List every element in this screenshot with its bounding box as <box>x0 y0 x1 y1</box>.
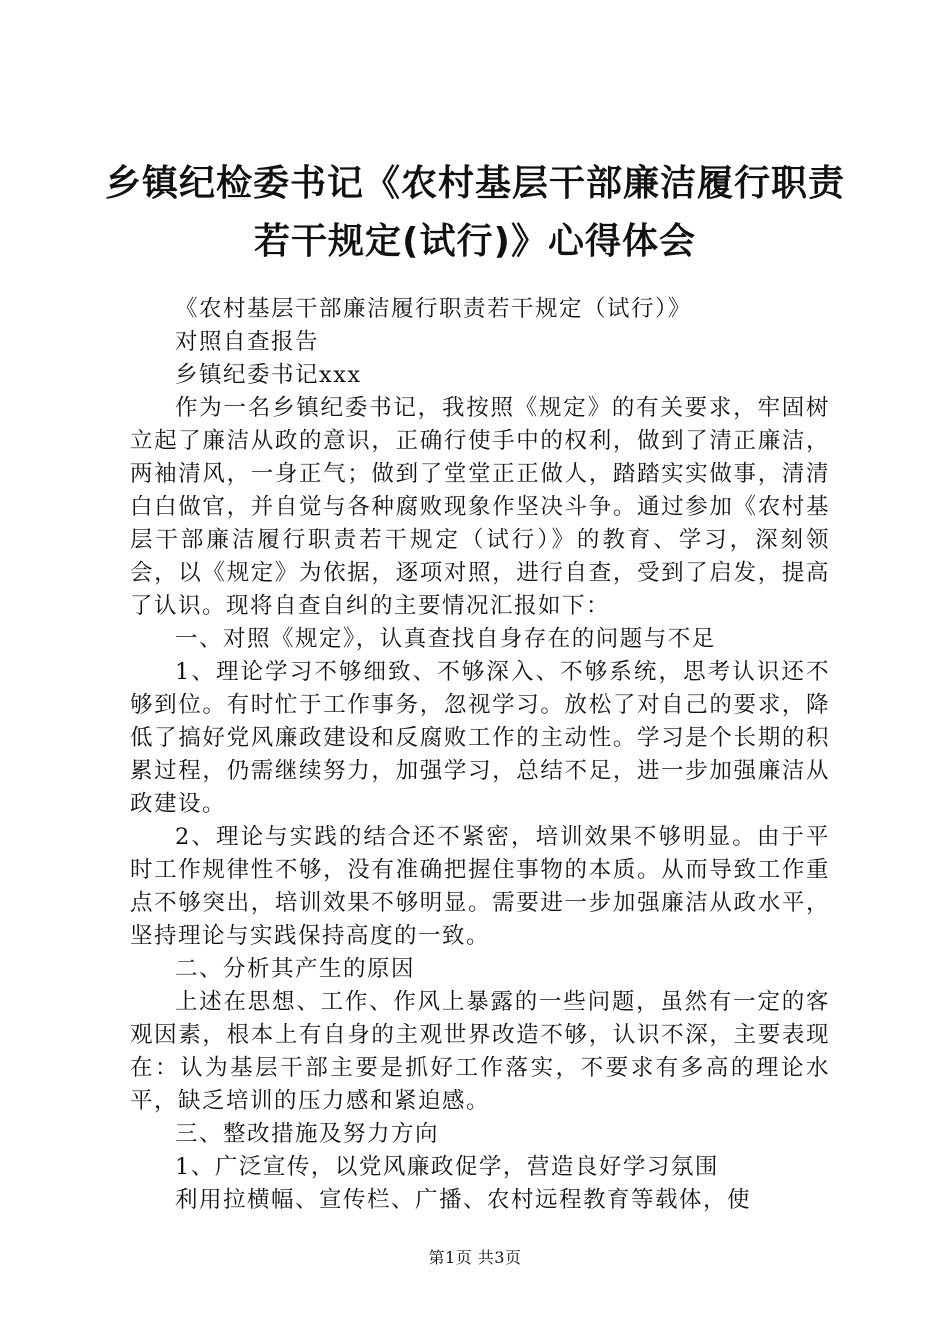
paragraph: 对照自查报告 <box>175 329 320 355</box>
page-number: 第1页 共3页 <box>428 1248 522 1267</box>
paragraph: 1、广泛宣传，以党风廉政促学，营造良好学习氛围 <box>175 1154 719 1180</box>
section-heading: 三、整改措施及努力方向 <box>175 1121 440 1147</box>
paragraph: 作为一名乡镇纪委书记，我按照《规定》的有关要求，牢固树立起了廉洁从政的意识，正确行使手中的权利，做到了清正廉洁，两袖清风，一身正气；做到了堂堂正正做人，踏踏实实做事，清清白白做官，并自觉与各种腐败现象作坚决斗争。通过参加《农村基层干部廉洁履行职责若干规定（试行）》的教育、学习，深刻领会，以《规定》为依据，逐项对照，进行自查，受到了启发，提高了认识。现将自查自纠的主要情况汇报如下： <box>130 395 830 619</box>
document-body <box>130 293 830 1217</box>
paragraph: 利用拉横幅、宣传栏、广播、农村远程教育等载体，使 <box>175 1187 752 1213</box>
document-title-line-2: 若干规定(试行)》心得体会 <box>254 221 696 262</box>
paragraph: 《农村基层干部廉洁履行职责若干规定（试行）》 <box>175 296 692 322</box>
section-heading: 一、对照《规定》，认真查找自身存在的问题与不足 <box>175 626 716 652</box>
document-title-line-1: 乡镇纪检委书记《农村基层干部廉洁履行职责 <box>104 163 845 204</box>
paragraph: 1、理论学习不够细致、不够深入、不够系统，思考认识还不够到位。有时忙于工作事务，忽视学习。放松了对自己的要求，降低了搞好党风廉政建设和反腐败工作的主动性。学习是个长期的积累过程，仍需继续努力，加强学习，总结不足，进一步加强廉洁从政建设。 <box>130 659 830 817</box>
paragraph: 2、理论与实践的结合还不紧密，培训效果不够明显。由于平时工作规律性不够，没有准确把握住事物的本质。从而导致工作重点不够突出，培训效果不够明显。需要进一步加强廉洁从政水平，坚持理论与实践保持高度的一致。 <box>130 824 830 949</box>
paragraph: 上述在思想、工作、作风上暴露的一些问题，虽然有一定的客观因素，根本上有自身的主观世界改造不够，认识不深，主要表现在：认为基层干部主要是抓好工作落实，不要求有多高的理论水平，缺乏培训的压力感和紧迫感。 <box>130 989 830 1114</box>
paragraph: 乡镇纪委书记xxx <box>175 362 362 388</box>
section-heading: 二、分析其产生的原因 <box>175 956 416 982</box>
